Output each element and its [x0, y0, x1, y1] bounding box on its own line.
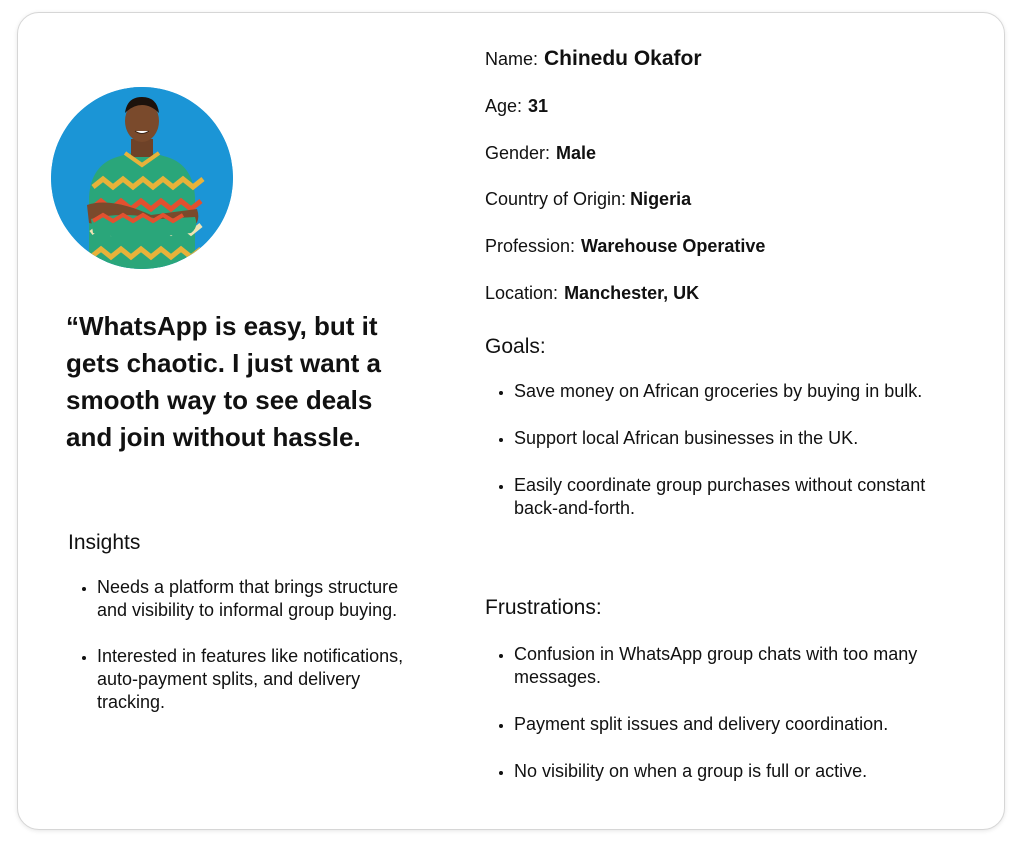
goals-item: • Easily coordinate group purchases without constant back-and-forth. [514, 474, 974, 520]
gender-label: Gender: [485, 143, 551, 163]
profession-value: Warehouse Operative [581, 236, 766, 256]
location-value: Manchester, UK [564, 283, 700, 303]
persona-quote: “WhatsApp is easy, but it gets chaotic. I just want a smooth way to see deals and join without hassle. [66, 311, 381, 452]
insights-title: Insights [68, 531, 141, 554]
origin-label: Country of Origin: [485, 189, 627, 209]
age-field [485, 95, 548, 117]
frustrations-list [485, 643, 974, 783]
frustrations-item: • No visibility on when a group is full or active. [514, 760, 974, 783]
profession-label: Profession: [485, 236, 576, 256]
origin-field [485, 188, 691, 210]
goals-title: Goals: [485, 335, 546, 358]
insights-list [68, 576, 427, 714]
goals-item: • Save money on African groceries by buying in bulk. [514, 380, 974, 403]
frustrations-item: • Payment split issues and delivery coordination. [514, 713, 974, 736]
gender-field [485, 142, 596, 164]
frustrations-title: Frustrations: [485, 596, 602, 619]
frustrations-item: • Confusion in WhatsApp group chats with too many messages. [514, 643, 974, 689]
age-value: 31 [528, 96, 549, 116]
insights-item: • Interested in features like notifications, auto-payment splits, and delivery tracking. [97, 645, 427, 714]
gender-value: Male [556, 143, 597, 163]
age-label: Age: [485, 96, 523, 116]
location-label: Location: [485, 283, 559, 303]
persona-avatar [51, 87, 233, 269]
name-value: Chinedu Okafor [544, 47, 702, 70]
name-field [485, 48, 702, 70]
origin-value: Nigeria [630, 189, 692, 209]
insights-item: • Needs a platform that brings structure and visibility to informal group buying. [97, 576, 427, 622]
location-field [485, 282, 699, 304]
name-label: Name: [485, 49, 539, 69]
goals-list [485, 380, 974, 520]
goals-item: • Support local African businesses in the UK. [514, 427, 974, 450]
person-illustration [51, 87, 233, 269]
profession-field [485, 235, 765, 257]
